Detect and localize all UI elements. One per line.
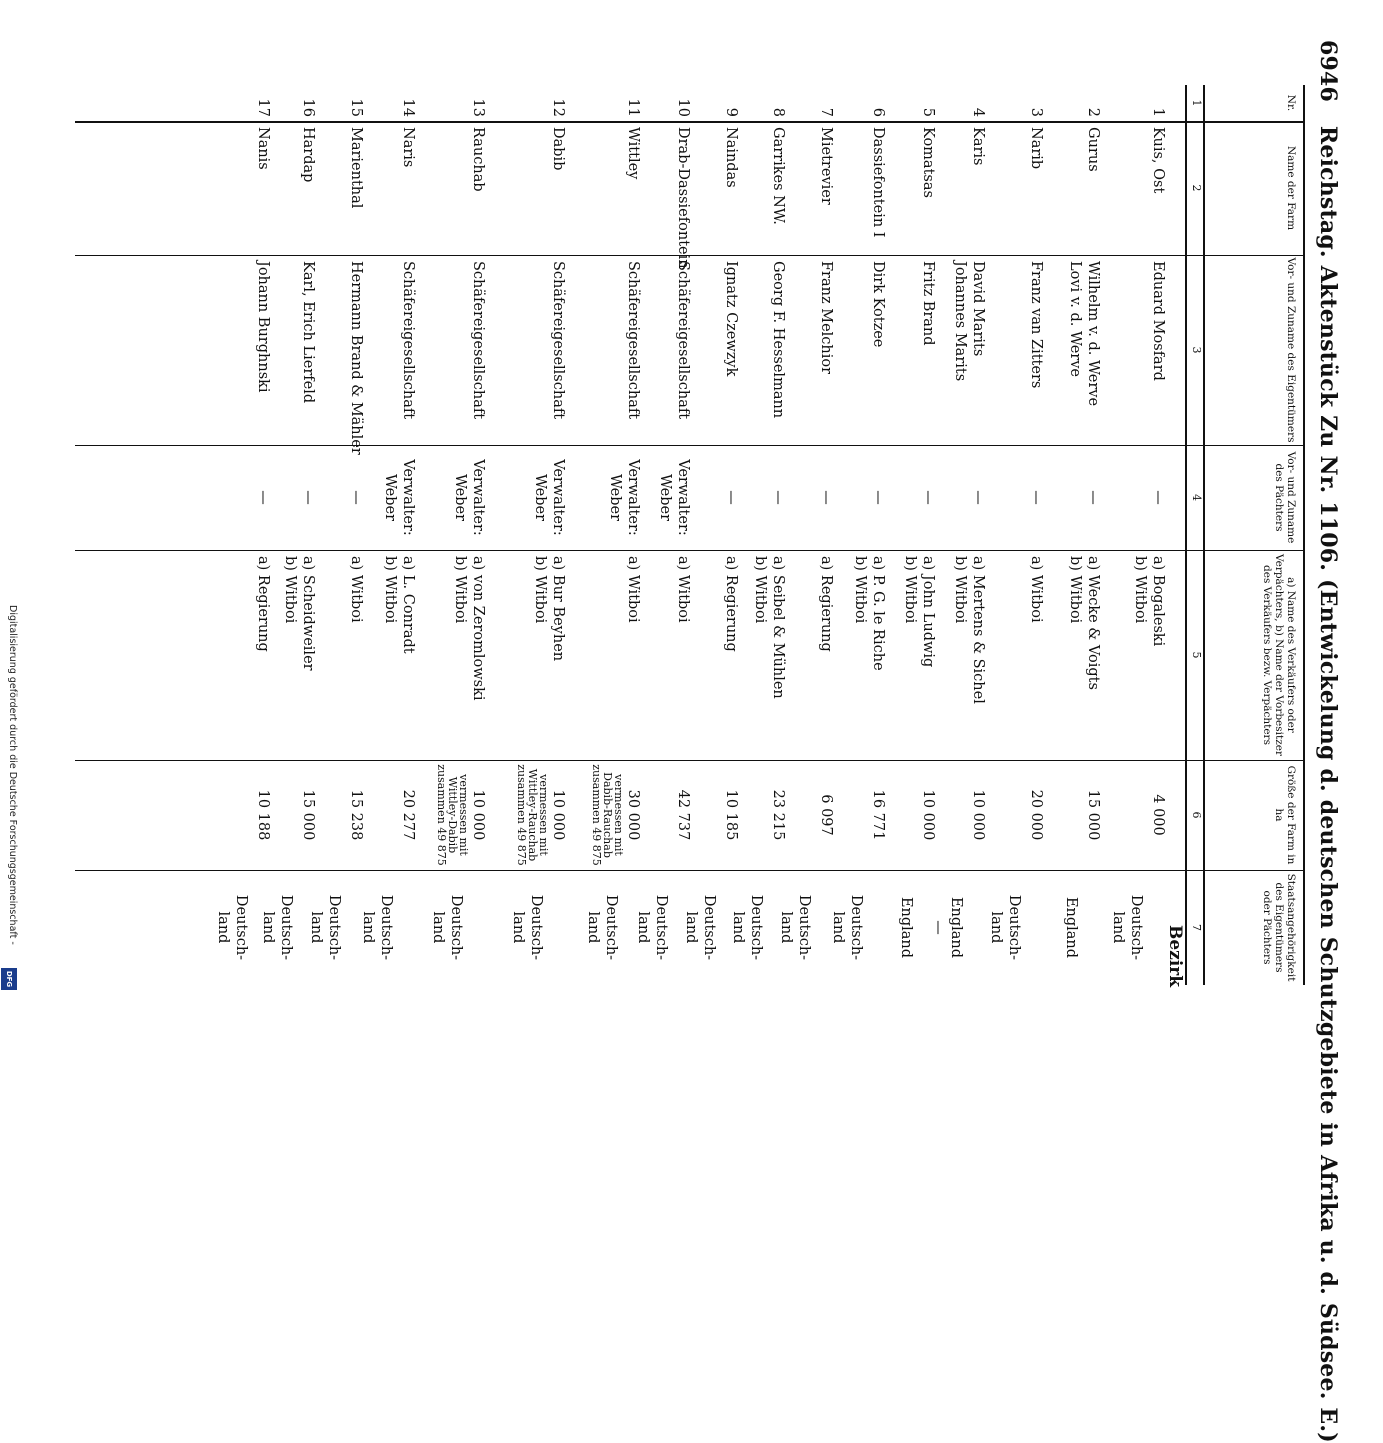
owner-name: Schäfereigesellschaft	[400, 261, 416, 420]
seller-names: a) P. G. le Riche b) Witboi	[852, 556, 886, 671]
farm-name: Hardap	[300, 127, 316, 183]
nationality: England —	[930, 896, 964, 959]
farm-name: Naindas	[723, 127, 739, 188]
owner-name: Schäfereigesellschaft	[675, 261, 691, 420]
farm-size: 10 000	[920, 789, 936, 841]
tenant-name: —	[770, 490, 786, 505]
tenant-name: —	[255, 490, 271, 505]
seller-names: a) Bogaleski b) Witboi	[1132, 556, 1166, 647]
farm-size: 16 771	[870, 789, 886, 841]
row-number: 2	[1085, 107, 1101, 117]
nationality: England	[898, 896, 914, 959]
farm-size: 15 000	[1085, 789, 1101, 841]
farm-size: 42 737	[675, 789, 691, 841]
seller-names: a) Witboi	[348, 556, 364, 623]
farm-name: Komatsas	[920, 127, 936, 198]
row-number: 4	[970, 107, 986, 117]
nationality: Deutsch- land	[635, 894, 669, 961]
farm-size-note: vermessen mit Wittley-Dabib zusammen 49 875	[435, 764, 470, 866]
column-number: 2	[1190, 184, 1203, 192]
seller-names: a) Witboi	[625, 556, 641, 623]
column-number: 7	[1190, 924, 1203, 931]
column-header-label: Name der Farm	[1285, 145, 1297, 231]
nationality: Deutsch- land	[1110, 894, 1144, 961]
owner-name: David Marits Johannes Marits	[952, 261, 986, 382]
column-header-label: Staatsangehörigkeit des Eigentümers oder Pächters	[1261, 873, 1297, 982]
tenant-name: Verwalter: Weber	[607, 459, 641, 536]
tenant-name: —	[348, 490, 364, 505]
farm-name: Mietrevier	[818, 127, 834, 205]
tenant-name: —	[970, 490, 986, 505]
row-number: 10	[675, 98, 691, 117]
seller-names: a) Wecke & Voigts b) Witboi	[1067, 556, 1101, 690]
column-divider	[75, 121, 1305, 123]
owner-name: Schäfereigesellschaft	[470, 261, 486, 420]
nationality: Deutsch- land	[360, 894, 394, 961]
row-number: 1	[1150, 107, 1166, 117]
seller-names: a) John Ludwig b) Witboi	[902, 556, 936, 668]
farm-size: 30 000	[625, 789, 641, 841]
farm-size: 15 238	[348, 789, 364, 841]
farm-name: Wittley	[625, 127, 641, 180]
farm-name: Dabib	[550, 127, 566, 171]
row-number: 6	[870, 107, 886, 117]
nationality: Deutsch- land	[778, 894, 812, 961]
column-number: 3	[1190, 346, 1203, 354]
nationality: Deutsch- land	[683, 894, 717, 961]
seller-names: a) Scheidweiler b) Witboi	[282, 556, 316, 671]
seller-names: a) Seibel & Mühlen b) Witboi	[752, 556, 786, 699]
row-number: 13	[470, 98, 486, 117]
farm-size: 23 215	[770, 789, 786, 841]
farm-size: 20 277	[400, 789, 416, 841]
seller-names: a) von Zeromlowski b) Witboi	[452, 556, 486, 701]
column-number: 4	[1190, 494, 1203, 501]
farm-name: Drab-Dassiefontein	[675, 127, 691, 269]
farm-name: Narib	[1028, 127, 1044, 170]
column-number: 6	[1190, 811, 1203, 819]
page-title: Reichstag. Aktenstück Zu Nr. 1106. (Entwickelung d. deutschen Schutzgebiete in Afrika u. d. Südsee. E.)	[1315, 125, 1341, 1443]
row-number: 14	[400, 98, 416, 117]
farm-name: Rauchab	[470, 127, 486, 192]
nationality: England	[1063, 896, 1079, 959]
column-number: 1	[1190, 99, 1203, 107]
header-bottom-rule	[1203, 85, 1205, 985]
column-header-label: Nr.	[1285, 94, 1297, 112]
owner-name: Schäfereigesellschaft	[625, 261, 641, 420]
nationality: Deutsch- land	[988, 894, 1022, 961]
tenant-name: —	[870, 490, 886, 505]
section-heading: Bezirk	[1165, 925, 1185, 988]
farm-size: 15 000	[300, 789, 316, 841]
owner-name: Eduard Mosfard	[1150, 261, 1166, 381]
column-number-rule	[1185, 85, 1187, 985]
owner-name: Karl, Erich Lierfeld	[300, 261, 316, 404]
farm-name: Dassiefontein I	[870, 127, 886, 238]
column-header-label: Größe der Farm in ha	[1273, 765, 1297, 865]
farm-name: Kuis, Ost	[1150, 127, 1166, 194]
column-header-label: Vor- und Zuname des Eigentümers	[1285, 257, 1297, 443]
row-number: 8	[770, 107, 786, 117]
farm-size: 4 000	[1150, 794, 1166, 836]
tenant-name: —	[300, 490, 316, 505]
tenant-name: Verwalter: Weber	[452, 459, 486, 536]
farm-size: 10 000	[970, 789, 986, 841]
row-number: 12	[550, 98, 566, 117]
tenant-name: —	[1150, 490, 1166, 505]
farm-name: Marienthal	[348, 127, 364, 209]
nationality: Deutsch- land	[830, 894, 864, 961]
farm-size: 20 000	[1028, 789, 1044, 841]
farm-size-note: vermessen mit Wittley-Rauchab zusammen 49 875	[515, 764, 550, 866]
tenant-name: Verwalter: Weber	[382, 459, 416, 536]
table-top-rule	[1303, 85, 1305, 985]
nationality: Deutsch- land	[260, 894, 294, 961]
nationality: Deutsch- land	[430, 894, 464, 961]
row-number: 5	[920, 107, 936, 117]
tenant-name: —	[920, 490, 936, 505]
page-number: 6946	[1315, 40, 1341, 103]
digitization-note-text: Digitalisierung gefördert durch die Deutsche Forschungsgemeinschaft -	[7, 605, 18, 945]
owner-name: Wilhelm v. d. Werve Lovi v. d. Werve	[1067, 261, 1101, 407]
tenant-name: —	[1085, 490, 1101, 505]
tenant-name: —	[723, 490, 739, 505]
nationality: Deutsch- land	[585, 894, 619, 961]
owner-name: Fritz Brand	[920, 261, 936, 346]
row-number: 9	[723, 107, 739, 117]
farm-size: 10 000	[470, 789, 486, 841]
seller-names: a) L. Conradt b) Witboi	[382, 556, 416, 654]
tenant-name: Verwalter: Weber	[532, 459, 566, 536]
tenant-name: —	[818, 490, 834, 505]
farm-name: Naris	[400, 127, 416, 168]
row-number: 15	[348, 98, 364, 117]
page-header	[1315, 40, 1341, 1443]
seller-names: a) Witboi	[675, 556, 691, 623]
row-number: 17	[255, 98, 271, 117]
owner-name: Schäfereigesellschaft	[550, 261, 566, 420]
owner-name: Hermann Brand & Mähler	[348, 261, 364, 455]
digitization-note	[2, 605, 18, 990]
row-number: 11	[625, 98, 641, 117]
farm-size: 10 185	[723, 789, 739, 841]
farm-name: Garrikes NW.	[770, 127, 786, 225]
seller-names: a) Bur Beyhen b) Witboi	[532, 556, 566, 662]
farm-size: 10 188	[255, 789, 271, 841]
seller-names: a) Regierung	[723, 556, 739, 652]
nationality: Deutsch- land	[215, 894, 249, 961]
nationality: Deutsch- land	[730, 894, 764, 961]
farm-size: 6 097	[818, 794, 834, 836]
owner-name: Franz Melchior	[818, 261, 834, 375]
row-number: 16	[300, 98, 316, 117]
column-header-label: Vor- und Zuname des Pächters	[1273, 451, 1297, 544]
dfg-logo-icon: DFG	[1, 968, 17, 990]
owner-name: Dirk Kotzee	[870, 261, 886, 348]
column-divider	[75, 550, 1305, 551]
seller-names: a) Witboi	[1028, 556, 1044, 623]
farm-name: Nanis	[255, 127, 271, 170]
seller-names: a) Regierung	[818, 556, 834, 652]
owner-name: Johann Burghnski	[255, 261, 271, 393]
farm-size: 10 000	[550, 789, 566, 841]
tenant-name: Verwalter: Weber	[657, 459, 691, 536]
owner-name: Ignatz Czewzyk	[723, 261, 739, 377]
tenant-name: —	[1028, 490, 1044, 505]
owner-name: Georg F. Hesselmann	[770, 261, 786, 419]
farm-size-note: vermessen mit Dabib-Rauchab zusammen 49 875	[590, 764, 625, 866]
owner-name: Franz van Zitters	[1028, 261, 1044, 389]
nationality: Deutsch- land	[510, 894, 544, 961]
farm-name: Gurus	[1085, 127, 1101, 172]
nationality: Deutsch- land	[308, 894, 342, 961]
row-number: 3	[1028, 107, 1044, 117]
seller-names: a) Mertens & Sichel b) Witboi	[952, 556, 986, 704]
row-number: 7	[818, 107, 834, 117]
farm-name: Karis	[970, 127, 986, 166]
seller-names: a) Regierung	[255, 556, 271, 652]
column-header-label: a) Name des Verkäufers oder Verpächters, b) Name der Vorbesitzer des Verkäufers bezw. Verpächters	[1261, 553, 1297, 757]
column-number: 5	[1190, 651, 1203, 659]
farm-table	[75, 85, 1305, 988]
